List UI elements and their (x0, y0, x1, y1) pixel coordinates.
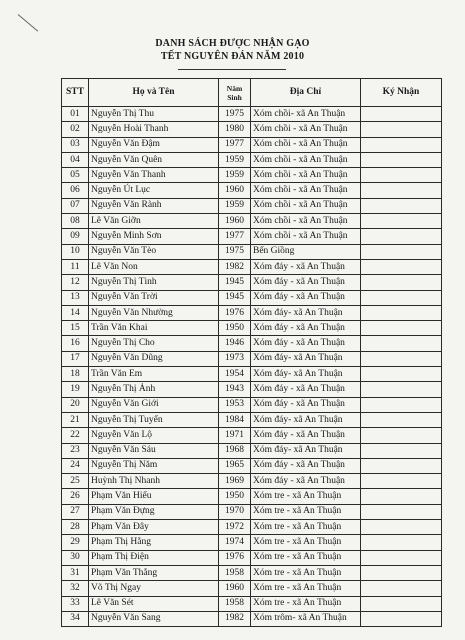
cell-address: Xóm đáy - xã An Thuận (251, 474, 361, 489)
cell-signature (361, 504, 442, 519)
cell-stt: 18 (62, 367, 89, 382)
cell-address: Xóm tre - xã An Thuận (251, 581, 361, 596)
cell-signature (361, 107, 442, 122)
table-row (62, 137, 442, 152)
cell-stt: 26 (62, 489, 89, 504)
cell-stt: 33 (62, 596, 89, 611)
cell-signature (361, 152, 442, 167)
cell-stt: 22 (62, 428, 89, 443)
cell-stt: 19 (62, 382, 89, 397)
cell-address: Xóm tre - xã An Thuận (251, 504, 361, 519)
table-row (62, 565, 442, 580)
cell-stt: 28 (62, 520, 89, 535)
cell-name: Nguyễn Văn Dũng (89, 351, 219, 366)
cell-stt: 08 (62, 214, 89, 229)
cell-stt: 24 (62, 458, 89, 473)
cell-birth-year: 1960 (219, 214, 251, 229)
cell-stt: 10 (62, 244, 89, 259)
cell-birth-year: 1970 (219, 504, 251, 519)
document-subtitle: TẾT NGUYÊN ĐÁN NĂM 2010 (160, 51, 305, 62)
cell-birth-year: 1945 (219, 275, 251, 290)
cell-birth-year: 1950 (219, 489, 251, 504)
cell-name: Nguyễn Thị Năm (89, 458, 219, 473)
cell-signature (361, 290, 442, 305)
cell-name: Nguyễn Út Lục (89, 183, 219, 198)
cell-name: Phạm Thị Hằng (89, 535, 219, 550)
cell-signature (361, 244, 442, 259)
cell-stt: 05 (62, 168, 89, 183)
cell-birth-year: 1950 (219, 321, 251, 336)
cell-stt: 34 (62, 611, 89, 626)
cell-stt: 15 (62, 321, 89, 336)
cell-birth-year: 1972 (219, 520, 251, 535)
table-row (62, 290, 442, 305)
cell-address: Xóm đáy - xã An Thuận (251, 336, 361, 351)
cell-signature (361, 168, 442, 183)
cell-stt: 03 (62, 137, 89, 152)
cell-signature (361, 458, 442, 473)
cell-signature (361, 321, 442, 336)
cell-name: Nguyễn Văn Rành (89, 198, 219, 213)
cell-address: Xóm đáy- xã An Thuận (251, 443, 361, 458)
cell-signature (361, 336, 442, 351)
table-row (62, 581, 442, 596)
cell-stt: 12 (62, 275, 89, 290)
cell-name: Nguyễn Văn Nhường (89, 305, 219, 320)
cell-name: Lê Văn Giỡn (89, 214, 219, 229)
table-row (62, 321, 442, 336)
table-row (62, 367, 442, 382)
cell-stt: 09 (62, 229, 89, 244)
table-row (62, 535, 442, 550)
cell-address: Xóm đáy - xã An Thuận (251, 382, 361, 397)
cell-name: Lê Văn Non (89, 259, 219, 274)
cell-name: Nguyễn Văn Quên (89, 152, 219, 167)
cell-address: Xóm đáy - xã An Thuận (251, 397, 361, 412)
cell-address: Xóm tre - xã An Thuận (251, 550, 361, 565)
cell-stt: 16 (62, 336, 89, 351)
table-row (62, 550, 442, 565)
cell-signature (361, 535, 442, 550)
cell-stt: 20 (62, 397, 89, 412)
table-row (62, 596, 442, 611)
table-row (62, 305, 442, 320)
cell-signature (361, 367, 442, 382)
cell-name: Nguyễn Văn Tèo (89, 244, 219, 259)
cell-address: Xóm chồi- xã An Thuận (251, 107, 361, 122)
cell-birth-year: 1958 (219, 596, 251, 611)
cell-signature (361, 428, 442, 443)
cell-signature (361, 259, 442, 274)
cell-signature (361, 198, 442, 213)
header-signature: Ký Nhận (361, 79, 442, 107)
table-row (62, 397, 442, 412)
cell-birth-year: 1977 (219, 137, 251, 152)
cell-name: Lê Văn Sét (89, 596, 219, 611)
cell-signature (361, 122, 442, 137)
cell-name: Phạm Thị Điện (89, 550, 219, 565)
cell-birth-year: 1971 (219, 428, 251, 443)
table-row (62, 229, 442, 244)
table-row (62, 198, 442, 213)
cell-signature (361, 397, 442, 412)
cell-address: Xóm đáy - xã An Thuận (251, 428, 361, 443)
cell-birth-year: 1960 (219, 183, 251, 198)
cell-birth-year: 1982 (219, 611, 251, 626)
cell-stt: 06 (62, 183, 89, 198)
cell-stt: 23 (62, 443, 89, 458)
cell-address: Xóm đáy- xã An Thuận (251, 305, 361, 320)
cell-stt: 21 (62, 412, 89, 427)
cell-name: Võ Thị Ngay (89, 581, 219, 596)
table-row (62, 275, 442, 290)
cell-signature (361, 520, 442, 535)
cell-address: Xóm đáy- xã An Thuận (251, 367, 361, 382)
cell-stt: 13 (62, 290, 89, 305)
cell-birth-year: 1946 (219, 336, 251, 351)
table-row (62, 428, 442, 443)
cell-birth-year: 1959 (219, 152, 251, 167)
cell-birth-year: 1976 (219, 305, 251, 320)
pen-scratch-mark (18, 14, 39, 31)
cell-address: Xóm chồi - xã An Thuận (251, 183, 361, 198)
cell-signature (361, 214, 442, 229)
cell-address: Bến Giồng (251, 244, 361, 259)
cell-name: Phạm Văn Hiếu (89, 489, 219, 504)
cell-birth-year: 1982 (219, 259, 251, 274)
cell-signature (361, 489, 442, 504)
cell-stt: 25 (62, 474, 89, 489)
table-row (62, 412, 442, 427)
cell-address: Xóm đáy - xã An Thuận (251, 321, 361, 336)
cell-birth-year: 1959 (219, 168, 251, 183)
cell-birth-year: 1975 (219, 244, 251, 259)
cell-stt: 30 (62, 550, 89, 565)
cell-birth-year: 1973 (219, 351, 251, 366)
cell-signature (361, 275, 442, 290)
cell-signature (361, 412, 442, 427)
cell-name: Huỳnh Thị Nhanh (89, 474, 219, 489)
cell-name: Nguyễn Thị Cho (89, 336, 219, 351)
cell-signature (361, 351, 442, 366)
table-row (62, 458, 442, 473)
cell-address: Xóm chồi - xã An Thuận (251, 214, 361, 229)
header-name: Họ và Tên (89, 79, 219, 107)
cell-name: Nguyễn Văn Thanh (89, 168, 219, 183)
cell-name: Nguyễn Văn Lộ (89, 428, 219, 443)
cell-address: Xóm chồi - xã An Thuận (251, 168, 361, 183)
cell-address: Xóm chồi - xã An Thuận (251, 122, 361, 137)
cell-name: Nguyễn Thị Tình (89, 275, 219, 290)
cell-signature (361, 137, 442, 152)
cell-birth-year: 1975 (219, 107, 251, 122)
cell-stt: 32 (62, 581, 89, 596)
cell-address: Xóm đáy- xã An Thuận (251, 351, 361, 366)
cell-birth-year: 1984 (219, 412, 251, 427)
table-row (62, 504, 442, 519)
cell-address: Xóm đáy - xã An Thuận (251, 275, 361, 290)
title-underline (178, 69, 286, 70)
cell-address: Xóm chồi - xã An Thuận (251, 137, 361, 152)
cell-address: Xóm tre - xã An Thuận (251, 520, 361, 535)
cell-name: Nguyễn Văn Sáu (89, 443, 219, 458)
cell-birth-year: 1976 (219, 550, 251, 565)
table-row (62, 382, 442, 397)
cell-stt: 29 (62, 535, 89, 550)
cell-stt: 14 (62, 305, 89, 320)
cell-name: Nguyễn Văn Đậm (89, 137, 219, 152)
cell-address: Xóm chồi - xã An Thuận (251, 229, 361, 244)
cell-address: Xóm đáy - xã An Thuận (251, 259, 361, 274)
cell-birth-year: 1945 (219, 290, 251, 305)
cell-stt: 17 (62, 351, 89, 366)
cell-signature (361, 611, 442, 626)
table-row (62, 351, 442, 366)
cell-signature (361, 183, 442, 198)
header-address: Địa Chỉ (251, 79, 361, 107)
cell-signature (361, 565, 442, 580)
cell-stt: 31 (62, 565, 89, 580)
table-row (62, 183, 442, 198)
table-row (62, 214, 442, 229)
table-row (62, 474, 442, 489)
cell-birth-year: 1965 (219, 458, 251, 473)
table-row (62, 259, 442, 274)
cell-address: Xóm đáy - xã An Thuận (251, 458, 361, 473)
cell-birth-year: 1977 (219, 229, 251, 244)
cell-stt: 27 (62, 504, 89, 519)
cell-stt: 07 (62, 198, 89, 213)
cell-name: Nguyễn Thị Ảnh (89, 382, 219, 397)
cell-name: Nguyễn Văn Giới (89, 397, 219, 412)
cell-birth-year: 1980 (219, 122, 251, 137)
cell-signature (361, 382, 442, 397)
document-title: DANH SÁCH ĐƯỢC NHẬN GẠO (155, 38, 310, 49)
cell-signature (361, 305, 442, 320)
cell-name: Nguyễn Văn Sang (89, 611, 219, 626)
cell-address: Xóm đáy - xã An Thuận (251, 290, 361, 305)
cell-birth-year: 1960 (219, 581, 251, 596)
cell-name: Phạm Văn Đây (89, 520, 219, 535)
table-row (62, 611, 442, 626)
table-row (62, 152, 442, 167)
cell-stt: 01 (62, 107, 89, 122)
cell-address: Xóm tre - xã An Thuận (251, 489, 361, 504)
cell-birth-year: 1959 (219, 198, 251, 213)
recipient-table (61, 78, 442, 627)
header-birth-year (219, 79, 251, 107)
cell-birth-year: 1968 (219, 443, 251, 458)
cell-stt: 04 (62, 152, 89, 167)
cell-stt: 02 (62, 122, 89, 137)
cell-birth-year: 1958 (219, 565, 251, 580)
table-header-row (62, 79, 442, 107)
cell-name: Nguyễn Thị Thu (89, 107, 219, 122)
cell-stt: 11 (62, 259, 89, 274)
table-row (62, 443, 442, 458)
header-birth-year-line2: Sinh (227, 92, 242, 102)
cell-signature (361, 550, 442, 565)
table-row (62, 244, 442, 259)
header-stt: STT (62, 79, 89, 107)
cell-birth-year: 1953 (219, 397, 251, 412)
cell-signature (361, 474, 442, 489)
cell-address: Xóm trôm- xã An Thuận (251, 611, 361, 626)
cell-address: Xóm tre - xã An Thuận (251, 596, 361, 611)
cell-birth-year: 1943 (219, 382, 251, 397)
cell-signature (361, 581, 442, 596)
cell-birth-year: 1974 (219, 535, 251, 550)
table-row (62, 107, 442, 122)
cell-name: Nguyễn Văn Trời (89, 290, 219, 305)
cell-signature (361, 229, 442, 244)
header-birth-year-line1: Năm (226, 83, 243, 93)
cell-signature (361, 596, 442, 611)
table-row (62, 168, 442, 183)
cell-address: Xóm chồi - xã An Thuận (251, 152, 361, 167)
cell-address: Xóm tre - xã An Thuận (251, 565, 361, 580)
cell-name: Phạm Văn Đựng (89, 504, 219, 519)
cell-signature (361, 443, 442, 458)
table-row (62, 122, 442, 137)
cell-name: Nguyễn Thị Tuyển (89, 412, 219, 427)
table-row (62, 489, 442, 504)
cell-name: Nguyễn Minh Sơn (89, 229, 219, 244)
cell-birth-year: 1969 (219, 474, 251, 489)
cell-name: Trần Văn Khai (89, 321, 219, 336)
cell-name: Phạm Văn Thắng (89, 565, 219, 580)
cell-name: Trần Văn Em (89, 367, 219, 382)
cell-address: Xóm tre - xã An Thuận (251, 535, 361, 550)
cell-name: Nguyễn Hoài Thanh (89, 122, 219, 137)
table-row (62, 336, 442, 351)
cell-address: Xóm chồi - xã An Thuận (251, 198, 361, 213)
table-row (62, 520, 442, 535)
cell-address: Xóm đáy- xã An Thuận (251, 412, 361, 427)
cell-birth-year: 1954 (219, 367, 251, 382)
